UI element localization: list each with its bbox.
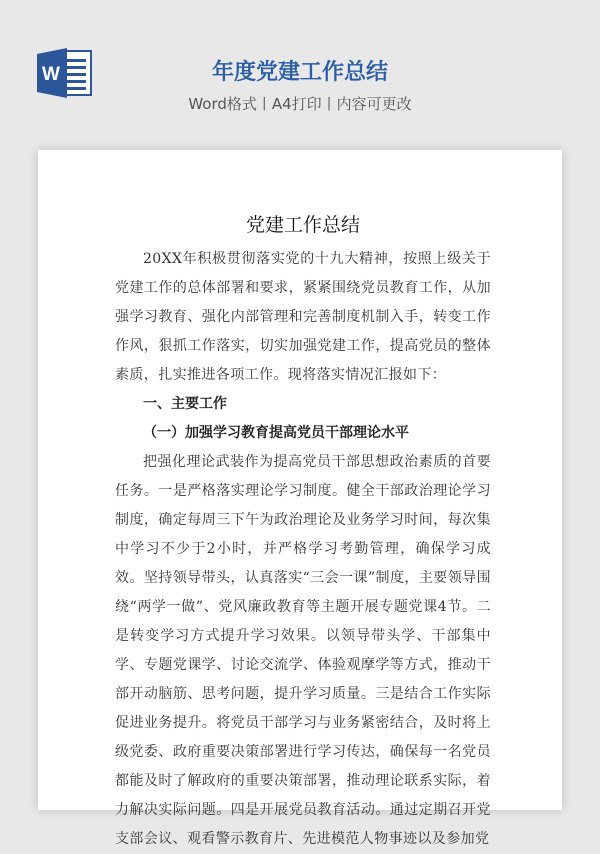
- document-page: [38, 150, 562, 847]
- header: [0, 0, 600, 150]
- word-icon-letter: W: [42, 64, 60, 85]
- page-subtitle: Word格式丨A4打印丨内容可更改: [188, 95, 412, 113]
- document-title: 党建工作总结: [245, 214, 360, 236]
- document-content: [115, 205, 491, 854]
- page-title: 年度党建工作总结: [211, 60, 388, 85]
- body-paragraph: 把强化理论武装作为提高党员干部思想政治素质的首要任务。一是严格落实理论学习制度。健全干部政治理论学习制度，确定每周三下午为政治理论及业务学习时间，每次集中学习不少于2小时，并严格学习考勤管理，确保学习成效。坚持领导带头，认真落实“三会一课”制度，主要领导围绕“两学一做”、党风廉政教育等主题开展专题党课4节。二是转变学习方式提升学习效果。以领导带头学、干部集中学、专题党课学、讨论交流学、体验观摩学等方式，推动干部开动脑筋、思考问题，提升学习质量。三是结合工作实际促进业务提升。将党员干部学习与业务紧密结合，及时将上级党委、政府重要决策部署进行学习传达，确保每一名党员都能及时了解政府的重要决策部署，推动理论联系实际，着力解决实际问题。四是开展党员教育活动。通过定期召开党支部会议、观看警示教育片、先进模范人物事迹以及参加党: [115, 454, 491, 847]
- section-heading: 一、主要工作: [143, 396, 227, 412]
- subsection-heading: （一）加强学习教育提高党员干部理论水平: [143, 425, 409, 441]
- intro-paragraph: 20XX年积极贯彻落实党的十九大精神，按照上级关于党建工作的总体部署和要求，紧紧围绕党员教育工作，从加强学习教育、强化内部管理和完善制度机制入手，转变工作作风，狠抓工作落实，切实加强党建工作，提高党员的整体素质，扎实推进各项工作。现将落实情况汇报如下：: [115, 251, 491, 383]
